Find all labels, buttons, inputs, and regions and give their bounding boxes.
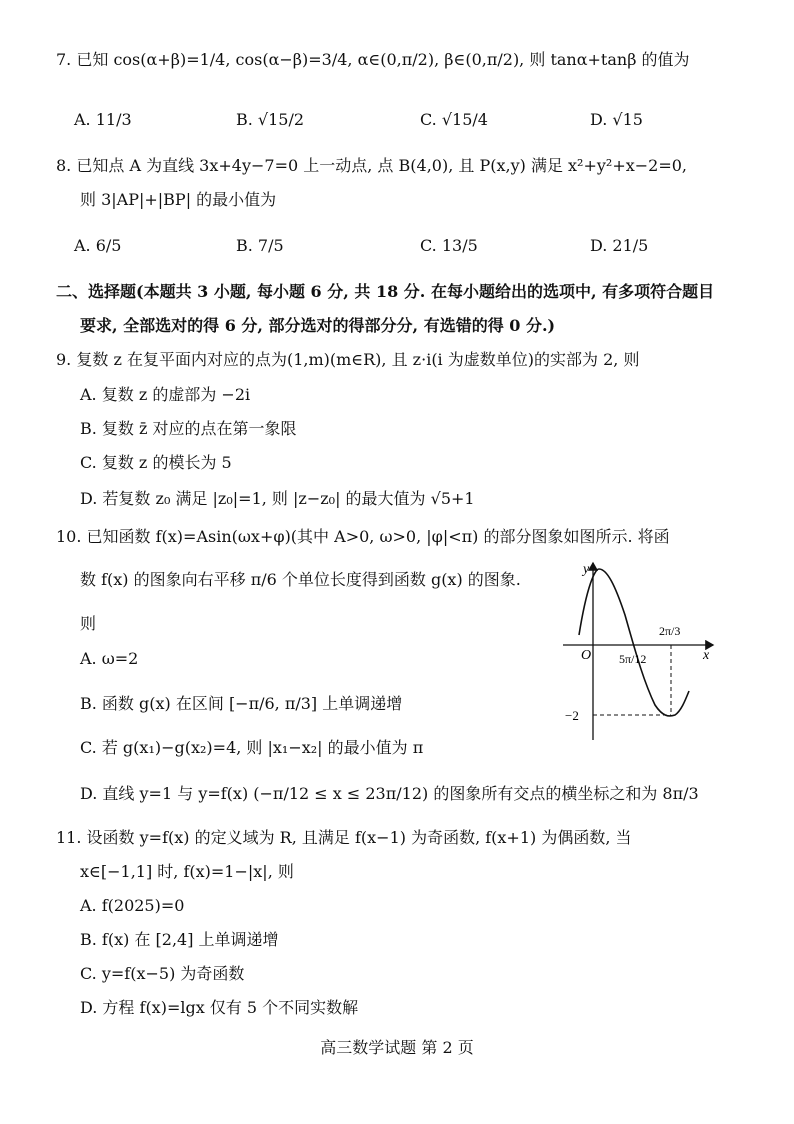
q10-option-c: C. 若 g(x₁)−g(x₂)=4, 则 |x₁−x₂| 的最小值为 π xyxy=(80,738,424,757)
q11-option-a: A. f(2025)=0 xyxy=(80,896,185,915)
q10-function-graph xyxy=(555,555,725,745)
q8-option-d: D. 21/5 xyxy=(590,236,649,255)
q7-option-b: B. √15/2 xyxy=(236,110,305,129)
q7-option-a: A. 11/3 xyxy=(74,110,132,129)
q11-option-b: B. f(x) 在 [2,4] 上单调递增 xyxy=(80,930,279,949)
q8-option-a: A. 6/5 xyxy=(74,236,122,255)
graph-x-label: x xyxy=(703,648,710,663)
q7-option-c: C. √15/4 xyxy=(420,110,488,129)
graph-y-label: y xyxy=(583,562,590,577)
q9-option-c: C. 复数 z 的模长为 5 xyxy=(80,453,232,472)
q9-option-d: D. 若复数 z₀ 满足 |z₀|=1, 则 |z−z₀| 的最大值为 √5+1 xyxy=(80,489,475,508)
q10-option-b: B. 函数 g(x) 在区间 [−π/6, π/3] 上单调递增 xyxy=(80,694,403,713)
q9-stem: 9. 复数 z 在复平面内对应的点为(1,m)(m∈R), 且 z·i(i 为虚数单位)的实部为 2, 则 xyxy=(56,350,640,369)
q9-option-b: B. 复数 z̄ 对应的点在第一象限 xyxy=(80,419,297,438)
graph-label-minus2: −2 xyxy=(565,708,579,723)
page-footer: 高三数学试题 第 2 页 xyxy=(320,1038,474,1057)
q10-option-a: A. ω=2 xyxy=(80,649,139,668)
q7-option-d: D. √15 xyxy=(590,110,643,129)
graph-label-2pi3: 2π/3 xyxy=(659,624,681,638)
q8-option-b: B. 7/5 xyxy=(236,236,284,255)
q11-option-c: C. y=f(x−5) 为奇函数 xyxy=(80,964,245,983)
q11-stem-line1: 11. 设函数 y=f(x) 的定义域为 R, 且满足 f(x−1) 为奇函数, f(x+1) 为偶函数, 当 xyxy=(56,828,632,847)
q10-stem-line2: 数 f(x) 的图象向右平移 π/6 个单位长度得到函数 g(x) 的图象. xyxy=(80,570,521,589)
q9-option-a: A. 复数 z 的虚部为 −2i xyxy=(80,385,251,404)
q8-stem-line2: 则 3|AP|+|BP| 的最小值为 xyxy=(80,190,277,209)
graph-origin-label: O xyxy=(581,648,592,663)
q7-stem: 7. 已知 cos(α+β)=1/4, cos(α−β)=3/4, α∈(0,π/2), β∈(0,π/2), 则 tanα+tanβ 的值为 xyxy=(56,50,690,69)
q10-stem-line3: 则 xyxy=(80,614,97,633)
q10-stem-line1: 10. 已知函数 f(x)=Asin(ωx+φ)(其中 A>0, ω>0, |φ|<π) 的部分图象如图所示. 将函 xyxy=(56,527,670,546)
q11-stem-line2: x∈[−1,1] 时, f(x)=1−|x|, 则 xyxy=(80,862,294,881)
q8-option-c: C. 13/5 xyxy=(420,236,478,255)
q8-stem-line1: 8. 已知点 A 为直线 3x+4y−7=0 上一动点, 点 B(4,0), 且 P(x,y) 满足 x²+y²+x−2=0, xyxy=(56,156,688,175)
section2-title-line1: 二、选择题(本题共 3 小题, 每小题 6 分, 共 18 分. 在每小题给出的选项中, 有多项符合题目 xyxy=(56,282,715,301)
sine-curve xyxy=(579,569,689,716)
section2-title-line2: 要求, 全部选对的得 6 分, 部分选对的得部分分, 有选错的得 0 分.) xyxy=(80,316,556,335)
graph-label-5pi12: 5π/12 xyxy=(619,652,647,666)
q11-option-d: D. 方程 f(x)=lgx 仅有 5 个不同实数解 xyxy=(80,998,359,1017)
q10-option-d: D. 直线 y=1 与 y=f(x) (−π/12 ≤ x ≤ 23π/12) 的图象所有交点的横坐标之和为 8π/3 xyxy=(80,784,699,803)
